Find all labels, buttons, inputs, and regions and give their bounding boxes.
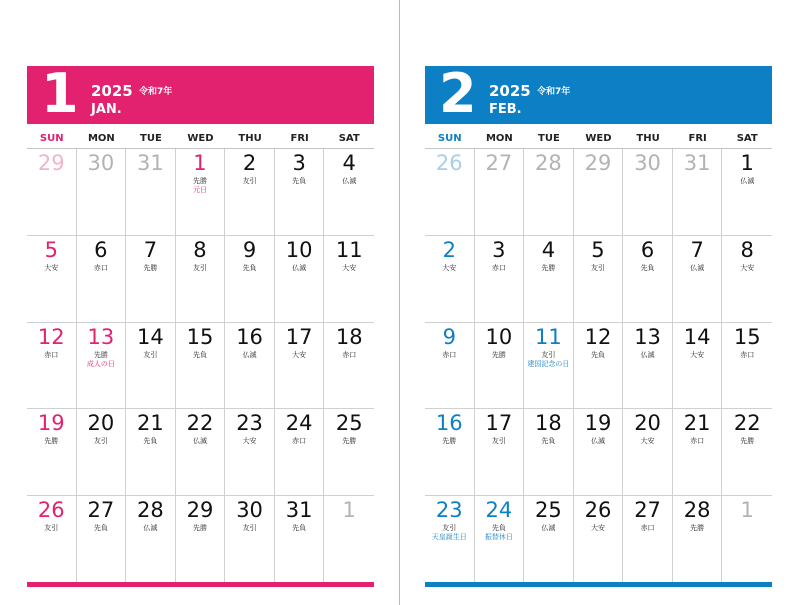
day-cell[interactable] — [126, 236, 176, 323]
day-number: 14 — [137, 324, 164, 349]
rokuyo-label: 友引 — [242, 524, 257, 533]
day-cell[interactable] — [225, 496, 275, 583]
day-grid — [425, 148, 772, 583]
day-cell[interactable] — [475, 236, 525, 323]
day-cell[interactable] — [225, 149, 275, 236]
day-cell[interactable] — [623, 409, 673, 496]
day-number: 29 — [37, 151, 65, 175]
day-number: 30 — [236, 498, 263, 523]
day-cell[interactable] — [225, 236, 275, 323]
day-number: 11 — [335, 237, 363, 262]
day-cell[interactable] — [574, 409, 624, 496]
day-number: 28 — [535, 151, 562, 175]
day-number: 27 — [87, 498, 115, 523]
day-cell[interactable] — [425, 496, 475, 583]
rokuyo-label: 先勝 — [442, 437, 457, 446]
day-number: 2 — [242, 151, 257, 175]
day-cell[interactable] — [27, 323, 77, 410]
bottom-accent-bar — [27, 582, 374, 587]
weekday-label: SUN — [437, 133, 462, 144]
day-number: 20 — [87, 411, 115, 436]
day-number: 9 — [442, 324, 456, 349]
weekday-label: TUE — [538, 133, 560, 144]
day-number: 5 — [44, 237, 58, 262]
rokuyo-label: 大安 — [740, 263, 755, 272]
rokuyo-label: 大安 — [44, 263, 59, 272]
day-number: 11 — [535, 324, 562, 349]
weekday-row — [27, 131, 374, 147]
day-cell[interactable] — [77, 149, 127, 236]
day-number: 25 — [535, 498, 562, 523]
month-header — [27, 62, 374, 125]
day-number: 28 — [683, 498, 711, 523]
day-cell[interactable] — [225, 323, 275, 410]
bottom-accent-bar — [425, 582, 772, 587]
rokuyo-label: 大安 — [690, 350, 705, 359]
rokuyo-label: 赤口 — [690, 437, 705, 446]
day-number: 17 — [485, 411, 513, 436]
rokuyo-label: 大安 — [242, 437, 257, 446]
rokuyo-label: 先勝 — [192, 177, 207, 185]
day-cell[interactable] — [275, 236, 325, 323]
day-number: 19 — [584, 411, 612, 436]
rokuyo-label: 先負 — [640, 263, 655, 272]
rokuyo-label: 大安 — [292, 350, 307, 359]
day-cell[interactable] — [176, 236, 226, 323]
day-cell[interactable] — [324, 236, 374, 323]
rokuyo-label: 先勝 — [192, 524, 207, 533]
day-number: 14 — [683, 324, 711, 349]
day-cell[interactable] — [275, 323, 325, 410]
day-cell[interactable] — [524, 496, 574, 583]
day-number: 2 — [442, 237, 456, 262]
day-cell[interactable] — [27, 496, 77, 583]
day-cell[interactable] — [623, 496, 673, 583]
day-number: 16 — [435, 411, 463, 436]
day-cell[interactable] — [524, 236, 574, 323]
rokuyo-label: 大安 — [590, 524, 605, 533]
day-number: 22 — [186, 411, 214, 436]
day-number: 12 — [37, 324, 65, 349]
rokuyo-label: 大安 — [640, 437, 655, 446]
day-number: 15 — [733, 324, 761, 349]
day-cell[interactable] — [475, 323, 525, 410]
rokuyo-label: 仏滅 — [541, 524, 556, 533]
rokuyo-label: 赤口 — [491, 263, 506, 272]
calendar-page-february — [425, 0, 772, 605]
rokuyo-label: 仏滅 — [342, 177, 357, 185]
day-cell[interactable] — [27, 409, 77, 496]
month-number: 2 — [439, 62, 477, 125]
rokuyo-label: 友引 — [93, 437, 108, 446]
day-number: 20 — [634, 411, 661, 436]
rokuyo-label: 先勝 — [93, 350, 108, 359]
day-cell[interactable] — [475, 496, 525, 583]
day-cell[interactable] — [275, 409, 325, 496]
day-number: 22 — [733, 411, 761, 436]
day-number: 12 — [584, 324, 612, 349]
day-number: 24 — [485, 498, 513, 523]
rokuyo-label: 大安 — [342, 263, 357, 272]
rokuyo-label: 赤口 — [342, 350, 357, 359]
day-number: 27 — [485, 151, 513, 175]
rokuyo-label: 先勝 — [342, 437, 357, 446]
day-number: 29 — [584, 151, 612, 175]
day-number: 15 — [186, 324, 214, 349]
day-cell[interactable] — [324, 149, 374, 236]
rokuyo-label: 友引 — [491, 437, 506, 446]
day-number: 6 — [94, 237, 108, 262]
day-cell[interactable] — [77, 496, 127, 583]
rokuyo-label: 仏滅 — [192, 437, 207, 446]
rokuyo-label: 先勝 — [143, 263, 158, 272]
day-cell[interactable] — [722, 236, 772, 323]
day-cell[interactable] — [722, 496, 772, 583]
weekday-label: TUE — [140, 133, 162, 144]
day-number: 18 — [335, 324, 363, 349]
day-cell[interactable] — [722, 149, 772, 236]
day-cell[interactable] — [176, 496, 226, 583]
rokuyo-label: 友引 — [44, 524, 59, 533]
day-cell[interactable] — [77, 323, 127, 410]
rokuyo-label: 赤口 — [292, 437, 307, 446]
month-abbreviation: JAN. — [91, 102, 122, 117]
month-number: 1 — [41, 62, 79, 125]
day-number: 1 — [193, 151, 207, 175]
rokuyo-label: 先負 — [242, 263, 257, 272]
day-number: 31 — [285, 498, 313, 523]
rokuyo-label: 先勝 — [44, 437, 59, 446]
day-cell[interactable] — [275, 149, 325, 236]
rokuyo-label: 仏滅 — [242, 350, 257, 359]
day-number: 25 — [335, 411, 363, 436]
holiday-label: 天皇誕生日 — [431, 533, 467, 542]
calendar-page-january — [27, 0, 374, 605]
day-number: 28 — [137, 498, 164, 523]
weekday-label: SAT — [736, 133, 758, 144]
page-spine — [399, 0, 400, 605]
rokuyo-label: 赤口 — [44, 350, 59, 359]
weekday-label: FRI — [688, 133, 707, 144]
day-cell[interactable] — [27, 149, 77, 236]
year-label: 2025 — [91, 82, 133, 100]
day-number: 23 — [435, 498, 463, 523]
day-cell[interactable] — [126, 409, 176, 496]
day-number: 26 — [37, 498, 65, 523]
rokuyo-label: 友引 — [192, 263, 207, 272]
day-number: 4 — [541, 237, 556, 262]
rokuyo-label: 先負 — [292, 177, 307, 185]
holiday-label: 元日 — [192, 186, 207, 194]
day-number: 7 — [690, 237, 704, 262]
day-number: 30 — [87, 151, 115, 175]
era-label: 令和7年 — [537, 87, 571, 97]
day-number: 8 — [193, 237, 207, 262]
day-cell[interactable] — [574, 149, 624, 236]
day-cell[interactable] — [673, 236, 723, 323]
day-number: 13 — [634, 324, 661, 349]
weekday-label: WED — [585, 133, 612, 144]
rokuyo-label: 先負 — [143, 437, 158, 446]
rokuyo-label: 先負 — [590, 350, 605, 359]
rokuyo-label: 大安 — [442, 263, 457, 272]
day-number: 23 — [236, 411, 263, 436]
rokuyo-label: 先勝 — [740, 437, 755, 446]
rokuyo-label: 赤口 — [740, 350, 755, 359]
day-cell[interactable] — [673, 496, 723, 583]
day-number: 30 — [634, 151, 661, 175]
day-cell[interactable] — [524, 323, 574, 410]
day-number: 6 — [640, 237, 655, 262]
day-number: 24 — [285, 411, 313, 436]
rokuyo-label: 赤口 — [442, 350, 457, 359]
day-number: 3 — [292, 151, 306, 175]
day-cell[interactable] — [673, 323, 723, 410]
rokuyo-label: 仏滅 — [640, 350, 655, 359]
day-number: 1 — [740, 498, 754, 523]
day-number: 10 — [485, 324, 513, 349]
weekday-label: FRI — [290, 133, 309, 144]
rokuyo-label: 先負 — [491, 524, 506, 533]
day-cell[interactable] — [574, 496, 624, 583]
rokuyo-label: 先勝 — [491, 350, 506, 359]
rokuyo-label: 赤口 — [640, 524, 655, 533]
day-number: 27 — [634, 498, 661, 523]
day-cell[interactable] — [77, 409, 127, 496]
era-label: 令和7年 — [139, 87, 173, 97]
day-cell[interactable] — [623, 236, 673, 323]
day-number: 9 — [242, 237, 257, 262]
day-cell[interactable] — [126, 323, 176, 410]
day-cell[interactable] — [623, 149, 673, 236]
day-cell[interactable] — [623, 323, 673, 410]
day-number: 8 — [740, 237, 754, 262]
rokuyo-label: 赤口 — [93, 263, 108, 272]
rokuyo-label: 友引 — [541, 350, 556, 359]
rokuyo-label: 先負 — [292, 524, 307, 533]
day-number: 31 — [137, 151, 164, 175]
day-number: 21 — [137, 411, 164, 436]
rokuyo-label: 仏滅 — [740, 177, 755, 185]
holiday-label: 建国記念の日 — [527, 359, 570, 368]
day-number: 1 — [740, 151, 754, 175]
day-cell[interactable] — [524, 149, 574, 236]
day-cell[interactable] — [722, 323, 772, 410]
day-cell[interactable] — [324, 409, 374, 496]
rokuyo-label: 先勝 — [690, 524, 705, 533]
day-cell[interactable] — [475, 149, 525, 236]
day-cell[interactable] — [673, 409, 723, 496]
day-number: 16 — [236, 324, 263, 349]
day-number: 5 — [591, 237, 605, 262]
day-cell[interactable] — [425, 149, 475, 236]
day-number: 19 — [37, 411, 65, 436]
day-cell[interactable] — [524, 409, 574, 496]
day-number: 1 — [342, 498, 356, 523]
day-number: 18 — [535, 411, 562, 436]
weekday-label: THU — [636, 133, 660, 144]
day-grid — [27, 148, 374, 583]
day-number: 4 — [342, 151, 356, 175]
day-cell[interactable] — [324, 323, 374, 410]
day-cell[interactable] — [673, 149, 723, 236]
weekday-label: SAT — [338, 133, 360, 144]
rokuyo-label: 友引 — [242, 177, 257, 185]
day-cell[interactable] — [176, 323, 226, 410]
rokuyo-label: 仏滅 — [292, 263, 307, 272]
day-number: 31 — [683, 151, 711, 175]
weekday-label: WED — [187, 133, 214, 144]
day-number: 29 — [186, 498, 214, 523]
day-cell[interactable] — [475, 409, 525, 496]
rokuyo-label: 友引 — [590, 263, 605, 272]
day-cell[interactable] — [574, 323, 624, 410]
rokuyo-label: 先負 — [192, 350, 207, 359]
rokuyo-label: 先負 — [93, 524, 108, 533]
day-cell[interactable] — [722, 409, 772, 496]
day-number: 26 — [435, 151, 463, 175]
day-cell[interactable] — [126, 496, 176, 583]
day-cell[interactable] — [574, 236, 624, 323]
month-header — [425, 62, 772, 125]
rokuyo-label: 友引 — [442, 524, 457, 533]
day-number: 13 — [87, 324, 115, 349]
holiday-label: 成人の日 — [86, 359, 115, 368]
rokuyo-label: 先勝 — [541, 263, 556, 272]
rokuyo-label: 仏滅 — [690, 263, 705, 272]
month-abbreviation: FEB. — [489, 102, 522, 117]
weekday-label: MON — [485, 133, 513, 144]
holiday-label: 振替休日 — [484, 533, 513, 542]
day-cell[interactable] — [176, 149, 226, 236]
weekday-row — [425, 131, 772, 147]
day-cell[interactable] — [425, 236, 475, 323]
weekday-label: MON — [87, 133, 115, 144]
weekday-label: SUN — [39, 133, 64, 144]
day-cell[interactable] — [225, 409, 275, 496]
rokuyo-label: 友引 — [143, 350, 158, 359]
day-number: 10 — [285, 237, 313, 262]
day-cell[interactable] — [77, 236, 127, 323]
day-number: 21 — [683, 411, 711, 436]
rokuyo-label: 仏滅 — [143, 524, 158, 533]
rokuyo-label: 先負 — [541, 437, 556, 446]
day-cell[interactable] — [27, 236, 77, 323]
day-cell[interactable] — [126, 149, 176, 236]
day-number: 3 — [492, 237, 506, 262]
year-label: 2025 — [489, 82, 531, 100]
day-number: 26 — [584, 498, 612, 523]
weekday-label: THU — [238, 133, 262, 144]
day-number: 7 — [143, 237, 158, 262]
day-cell[interactable] — [425, 409, 475, 496]
day-cell[interactable] — [324, 496, 374, 583]
day-number: 17 — [285, 324, 313, 349]
day-cell[interactable] — [425, 323, 475, 410]
day-cell[interactable] — [275, 496, 325, 583]
day-cell[interactable] — [176, 409, 226, 496]
rokuyo-label: 仏滅 — [590, 437, 605, 446]
